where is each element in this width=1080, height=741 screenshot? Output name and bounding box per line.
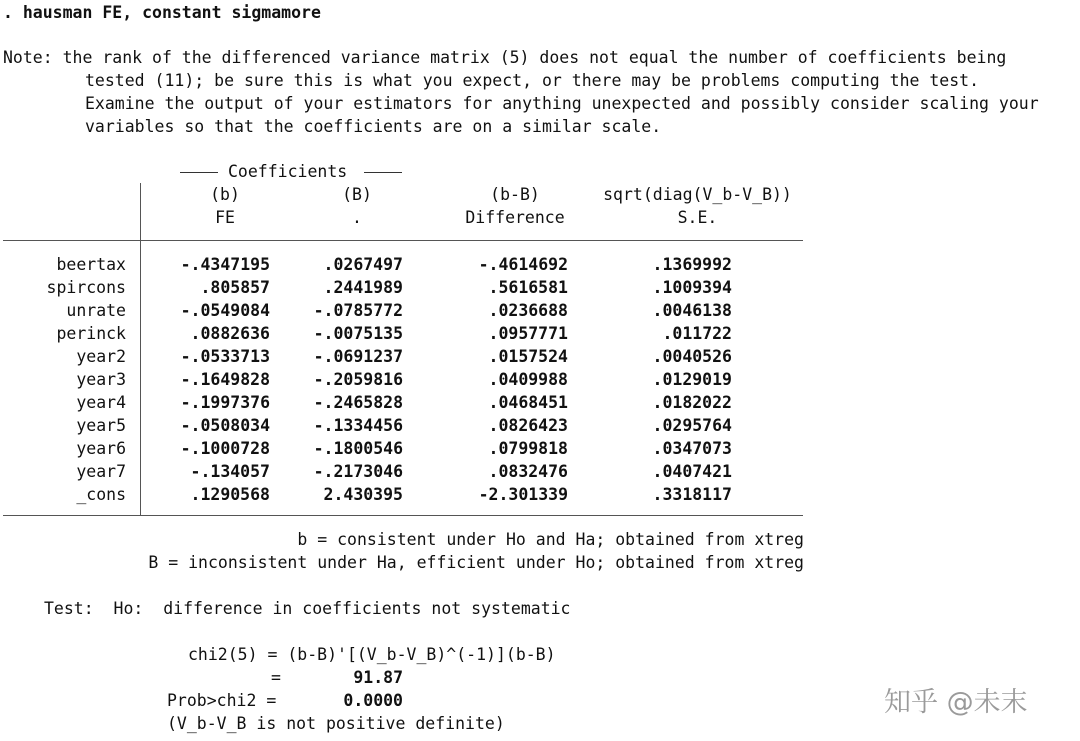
col-header-B-line2: . [352,208,362,227]
row-label: year7 [76,462,126,481]
cell-B: -.0075135 [313,324,403,343]
col-header-se-line2: S.E. [677,208,718,227]
chi2-value: 91.87 [353,668,403,687]
table-bottom-rule [3,515,803,516]
cell-B: -.0691237 [313,347,403,366]
test-hypothesis: Test: Ho: difference in coefficients not systematic [44,599,571,618]
cell-se: .1369992 [652,255,732,274]
prob-label: Prob>chi2 = [167,691,277,710]
col-header-b-line1: (b) [210,185,240,204]
row-label: year2 [76,347,126,366]
col-header-se-line1: sqrt(diag(V_b-V_B)) [603,185,792,204]
cell-se: .3318117 [652,485,732,504]
footnote-B: B = inconsistent under Ha, efficient under Ho; obtained from xtreg [148,553,804,572]
row-label: year6 [76,439,126,458]
watermark-logo: 知乎 @未末 [884,687,1028,718]
cell-b: -.134057 [190,462,270,481]
cell-se: .0347073 [652,439,732,458]
cell-b: .0882636 [190,324,270,343]
cell-se: .0129019 [652,370,732,389]
cell-b: -.4347195 [180,255,270,274]
col-header-B-line1: (B) [342,185,372,204]
cell-B: -.2465828 [313,393,403,412]
cell-b: -.0508034 [180,416,270,435]
cell-B: -.2173046 [313,462,403,481]
cell-diff: -2.301339 [478,485,568,504]
cell-se: .1009394 [652,278,732,297]
cell-B: -.2059816 [313,370,403,389]
cell-b: -.0549084 [180,301,270,320]
cell-diff: .0236688 [488,301,568,320]
group-header-dash-right [364,172,402,173]
cell-diff: .0157524 [488,347,568,366]
col-header-b-line2: FE [215,208,235,227]
cell-diff: .0832476 [488,462,568,481]
note-line-3: Examine the output of your estimators for anything unexpected and possibly consider scaling your [85,94,1039,113]
cell-diff: .0799818 [488,439,568,458]
cell-diff: -.4614692 [478,255,568,274]
row-label: _cons [76,485,126,504]
chi2-formula: chi2(5) = (b-B)'[(V_b-V_B)^(-1)](b-B) [188,645,556,664]
cell-B: -.0785772 [313,301,403,320]
cell-diff: .5616581 [488,278,568,297]
cell-diff: .0468451 [488,393,568,412]
command-line: . hausman FE, constant sigmamore [3,3,321,22]
row-label: year3 [76,370,126,389]
cell-B: -.1334456 [313,416,403,435]
cell-se: .0182022 [652,393,732,412]
cell-b: -.1649828 [180,370,270,389]
cell-B: -.1800546 [313,439,403,458]
cell-B: 2.430395 [323,485,403,504]
note-line-1: Note: the rank of the differenced variance matrix (5) does not equal the number of coefficients being [3,48,1007,67]
cell-diff: .0826423 [488,416,568,435]
group-header: Coefficients [228,162,348,181]
cell-B: .2441989 [323,278,403,297]
col-header-diff-line2: Difference [465,208,565,227]
row-label: unrate [66,301,126,320]
test-note: (V_b-V_B is not positive definite) [167,714,505,733]
cell-se: .0040526 [652,347,732,366]
group-header-dash-left [180,172,218,173]
cell-b: .1290568 [190,485,270,504]
row-label: beertax [56,255,126,274]
cell-diff: .0957771 [488,324,568,343]
col-header-diff-line1: (b-B) [490,185,540,204]
cell-se: .0046138 [652,301,732,320]
prob-value: 0.0000 [343,691,403,710]
chi2-equals: = [271,668,281,687]
table-vertical-rule [140,183,141,516]
row-label: perinck [56,324,126,343]
row-label: year5 [76,416,126,435]
note-line-4: variables so that the coefficients are on a similar scale. [85,117,662,136]
cell-b: -.1000728 [180,439,270,458]
footnote-b: b = consistent under Ho and Ha; obtained from xtreg [297,530,804,549]
row-label: year4 [76,393,126,412]
note-line-2: tested (11); be sure this is what you expect, or there may be problems computing the test. [85,71,980,90]
table-header-rule [3,240,803,241]
row-label: spircons [46,278,126,297]
cell-se: .0407421 [652,462,732,481]
cell-b: -.1997376 [180,393,270,412]
cell-diff: .0409988 [488,370,568,389]
cell-b: .805857 [200,278,270,297]
cell-B: .0267497 [323,255,403,274]
cell-se: .0295764 [652,416,732,435]
cell-b: -.0533713 [180,347,270,366]
cell-se: .011722 [662,324,732,343]
